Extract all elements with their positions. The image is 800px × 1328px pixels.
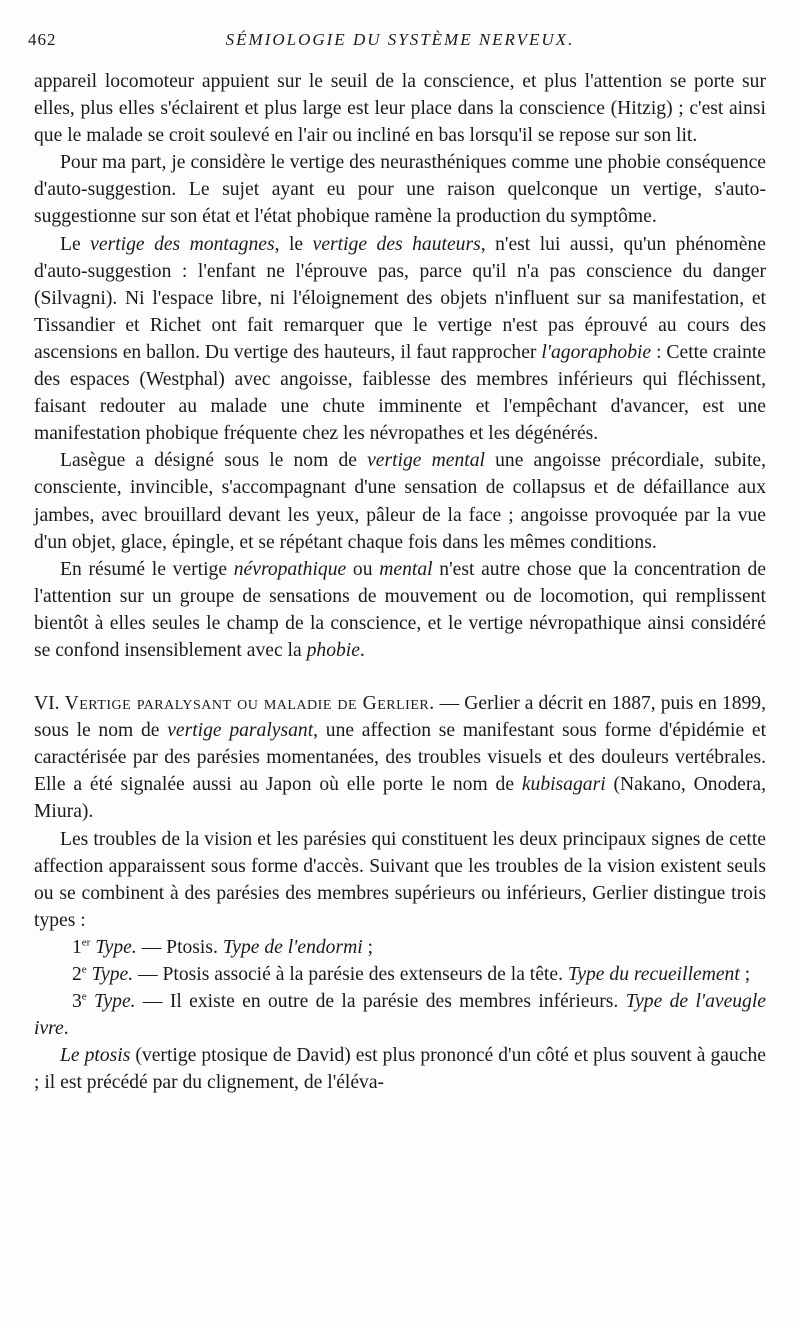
paragraph-vision-troubles: Les troubles de la vision et les parésies qui constituent les deux principaux signes de cette affection apparaissent sous forme d'accès. Suivant que les troubles de la vision existent seuls ou se combinent à des parésies des membres supérieurs ou inférieurs, Gerlier distingue trois types : — [34, 828, 766, 931]
term-agoraphobia: l'agoraphobie — [541, 341, 652, 363]
paragraph-neurasthenic-vertigo: Pour ma part, je considère le vertige des neurasthéniques comme une phobie conséquence d'auto-suggestion. Le sujet ayant eu pour une raison quelconque un vertige, s'auto-suggestionne sur son état et l'état phobique ramène la production du symptôme. — [34, 152, 766, 228]
paragraph-ptosis: Le ptosis (vertige ptosique de David) est plus prononcé d'un côté et plus souvent à gauche ; il est précédé par du clignement, de l'éléva- — [34, 1045, 766, 1094]
paragraph-summary: En résumé le vertige névropathique ou mental n'est autre chose que la concentration de l'attention sur un groupe de sensations de mouvement ou de locomotion, qui remplissent bientôt à elles seules le champ de la conscience, et le vertige névropathique ainsi considéré se confond insensiblement avec la phobie. — [34, 558, 766, 661]
running-title: SÉMIOLOGIE DU SYSTÈME NERVEUX. — [225, 30, 575, 49]
running-head — [28, 30, 772, 58]
term-neuropathic: névropathique — [233, 558, 347, 580]
term-paralysing-vertigo: vertige paralysant — [167, 720, 314, 742]
term-type-endormi: Type de l'endormi — [222, 936, 363, 958]
section-numeral: VI. — [34, 693, 65, 715]
type-1-line: 1er Type. — Ptosis. Type de l'endormi ; — [72, 936, 374, 958]
type-2-line: 2e Type. — Ptosis associé à la parésie des extenseurs de la tête. Type du recueillement ; — [72, 963, 751, 985]
page-number: 462 — [28, 30, 57, 49]
term-kubisagari: kubisagari — [521, 774, 606, 796]
term-mountain-vertigo: vertige des montagnes — [90, 233, 275, 255]
section-heading: Vertige paralysant ou maladie de Gerlier. — [64, 693, 435, 715]
paragraph-continuation: appareil locomoteur appuient sur le seuil de la conscience, et plus l'attention se porte sur elles, plus elles s'éclairent et plus large est leur place dans la conscience (Hitzig) ; c'est ainsi que le malade se croit soulevé en l'air ou incliné en bas lorsqu'il se repose sur son lit. — [34, 71, 766, 147]
term-type-recueillement: Type du recueillement — [567, 964, 740, 985]
paragraph-height-vertigo: Le vertige des montagnes, le vertige des hauteurs, n'est lui aussi, qu'un phénomène d'auto-suggestion : l'enfant ne l'éprouve pas, parce qu'il n'a pas conscience du danger (Silvagni). Ni l'espace libre, ni l'éloignement des objets n'influent sur sa manifestation, et Tissandier et Richet ont fait remarquer que le vertige n'est pas éprouvé au cours des ascensions en ballon. Du vertige des hauteurs, il faut rapprocher l'agoraphobie : Cette crainte des espaces (Westphal) avec angoisse, faiblesse des membres inférieurs qui fléchissent, faisant redouter au malade une chute imminente et l'empêchant d'avancer, est une manifestation phobique fréquente chez les névropathes et les dégénérés. — [34, 233, 767, 445]
term-height-vertigo: vertige des hauteurs — [312, 233, 481, 255]
term-mental: mental — [379, 558, 433, 580]
term-ptosis: Le ptosis — [60, 1045, 131, 1067]
type-3-line: 3e Type. — Il existe en outre de la parésie des membres inférieurs. Type de l'aveugle ivre. — [34, 990, 766, 1040]
section-paralysing-vertigo: VI. Vertige paralysant ou maladie de Gerlier. — Gerlier a décrit en 1887, puis en 1899, sous le nom de vertige paralysant, une affection se manifestant sous forme d'épidémie et caractérisée par des parésies momentanées, des troubles visuels et des douleurs vertébrales. Elle a été signalée aussi au Japon où elle porte le nom de kubisagari (Nakano, Onodera, Miura). — [34, 693, 767, 823]
body-text — [34, 68, 766, 1096]
term-phobia: phobie — [306, 639, 360, 661]
term-mental-vertigo: vertige mental — [367, 450, 485, 472]
paragraph-mental-vertigo: Lasègue a désigné sous le nom de vertige mental une angoisse précordiale, subite, consciente, invincible, s'accompagnant d'une sensation de collapsus et de défaillance aux jambes, avec brouillard devant les yeux, pâleur de la face ; angoisse provoquée par la vue d'un objet, glace, épingle, et se répétant chaque fois dans les mêmes conditions. — [34, 450, 766, 553]
term-type-aveugle-ivre: Type de l'aveugle ivre — [34, 991, 766, 1040]
